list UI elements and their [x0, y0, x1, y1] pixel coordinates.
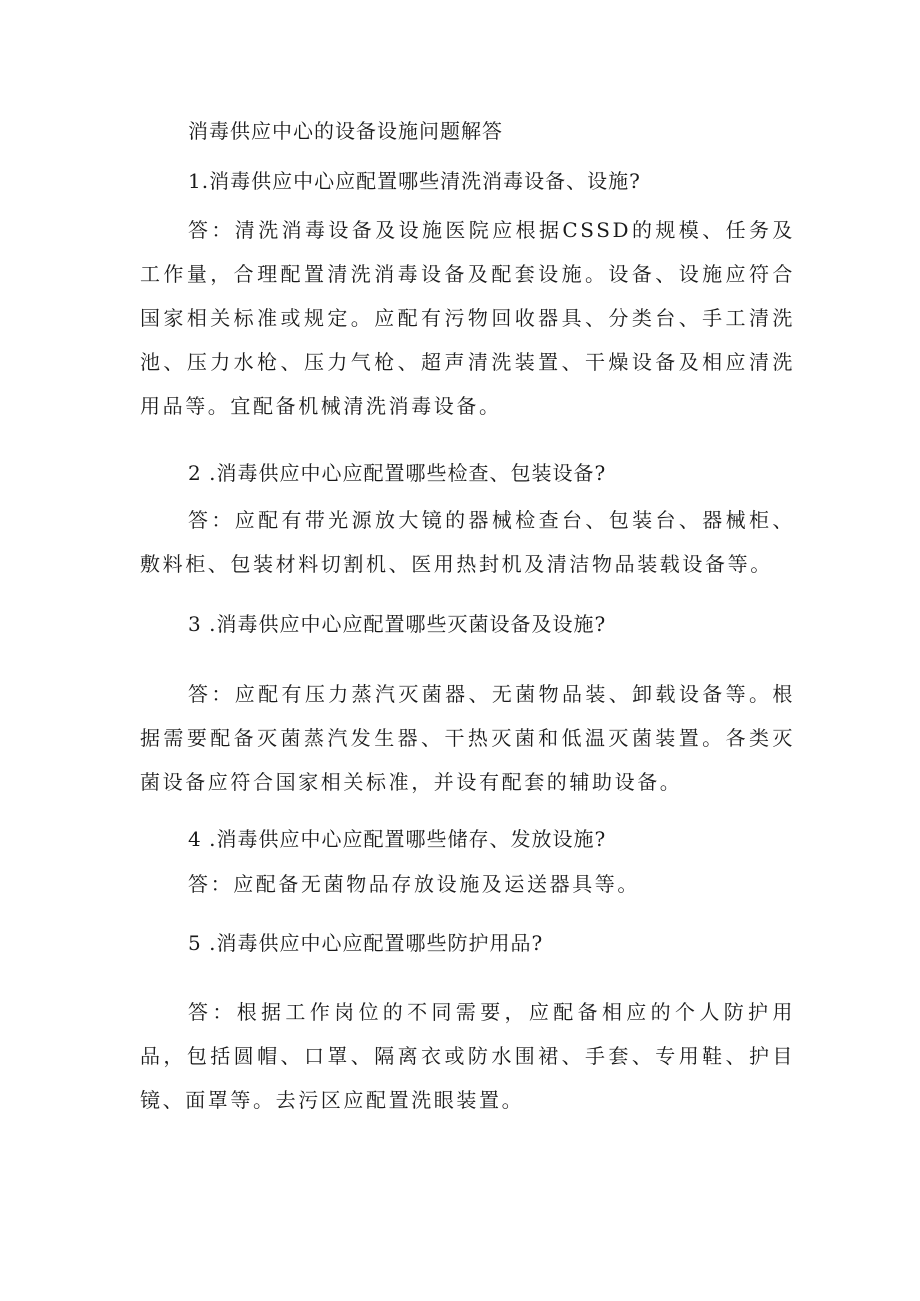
- answer-2: 答：应配有带光源放大镜的器械检查台、包装台、器械柜、敷料柜、包装材料切割机、医用热封机及清洁物品装载设备等。: [140, 508, 795, 576]
- answer-4: 答：应配备无菌物品存放设施及运送器具等。: [188, 872, 640, 896]
- question-4: 4 .消毒供应中心应配置哪些储存、发放设施?: [188, 827, 607, 851]
- question-1: 1.消毒供应中心应配置哪些清洗消毒设备、设施?: [188, 169, 641, 193]
- document-title: 消毒供应中心的设备设施问题解答: [188, 119, 503, 143]
- question-2: 2 .消毒供应中心应配置哪些检查、包装设备?: [188, 461, 607, 485]
- question-3: 3 .消毒供应中心应配置哪些灭菌设备及设施?: [188, 612, 607, 636]
- answer-3: 答：应配有压力蒸汽灭菌器、无菌物品装、卸载设备等。根据需要配备灭菌蒸汽发生器、干热灭菌和低温灭菌装置。各类灭菌设备应符合国家相关标准，并设有配套的辅助设备。: [140, 682, 795, 794]
- answer-5: 答：根据工作岗位的不同需要，应配备相应的个人防护用品，包括圆帽、口罩、隔离衣或防水围裙、手套、专用鞋、护目镜、面罩等。去污区应配置洗眼装置。: [140, 1000, 795, 1112]
- answer-1: 答：清洗消毒设备及设施医院应根据CSSD的规模、任务及工作量，合理配置清洗消毒设备及配套设施。设备、设施应符合国家相关标准或规定。应配有污物回收器具、分类台、手工清洗池、压力水枪、压力气枪、超声清洗装置、干燥设备及相应清洗用品等。宜配备机械清洗消毒设备。: [140, 218, 795, 418]
- question-5: 5 .消毒供应中心应配置哪些防护用品?: [188, 931, 544, 955]
